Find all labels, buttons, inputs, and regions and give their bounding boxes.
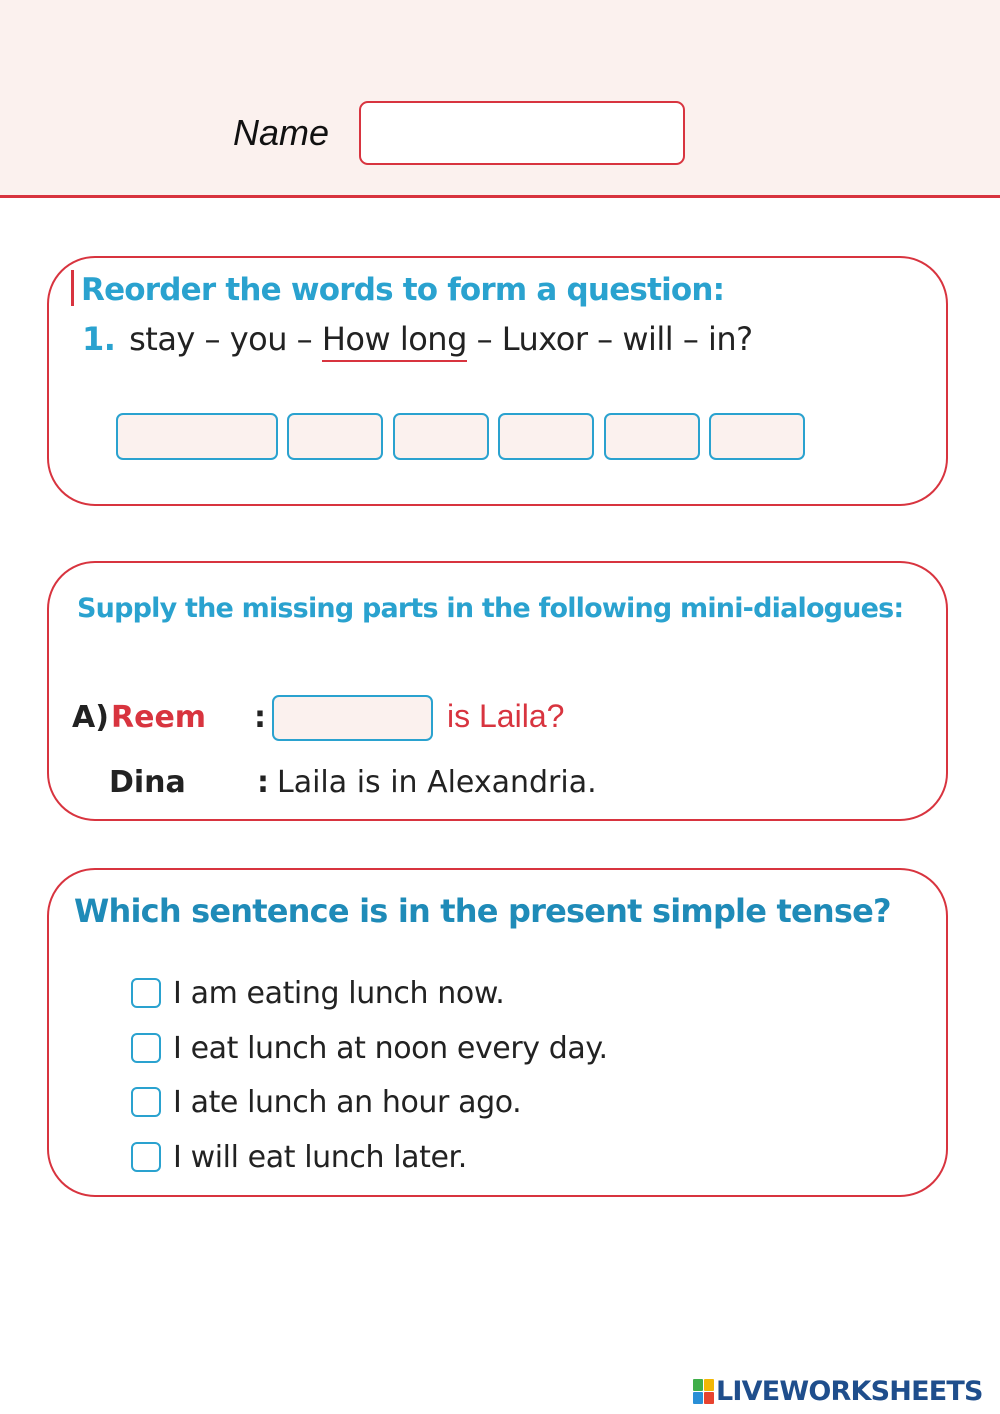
name-input[interactable]: [359, 101, 685, 165]
question-number: 1.: [82, 320, 116, 358]
heading-marker: [71, 270, 74, 306]
dina-reply: Laila is in Alexandria.: [277, 765, 597, 800]
checkbox[interactable]: [131, 1033, 161, 1063]
question-suffix: – Luxor – will – in?: [466, 320, 753, 358]
tense-title: Which sentence is in the present simple tense?: [74, 892, 891, 930]
answer-slot-3[interactable]: [393, 413, 489, 460]
brand-name: LIVEWORKSHEETS: [716, 1375, 983, 1407]
tense-panel: [47, 868, 948, 1197]
question-prefix: stay – you –: [129, 320, 322, 358]
answer-slot-2[interactable]: [287, 413, 383, 460]
reorder-panel: [47, 256, 948, 506]
answer-slot-5[interactable]: [604, 413, 700, 460]
checkbox[interactable]: [131, 1087, 161, 1117]
speaker-reem: Reem: [111, 700, 207, 735]
dialogue-title: Supply the missing parts in the following mini-dialogues:: [77, 593, 904, 624]
dialogue-panel: [47, 561, 948, 821]
reem-line-tail: is Laila?: [447, 698, 565, 734]
dialogue-label-a: A): [72, 700, 109, 735]
name-label: Name: [233, 112, 330, 153]
header-band: [0, 0, 1000, 198]
speaker-colon: :: [257, 765, 269, 800]
option-4[interactable]: [131, 1140, 467, 1174]
option-text: I eat lunch at noon every day.: [173, 1030, 608, 1066]
answer-slot-4[interactable]: [498, 413, 594, 460]
speaker-dina: Dina: [109, 765, 186, 800]
liveworksheets-logo-icon: [693, 1379, 713, 1403]
option-text: I am eating lunch now.: [173, 975, 505, 1011]
option-text: I ate lunch an hour ago.: [173, 1084, 522, 1120]
missing-word-input[interactable]: [272, 695, 433, 741]
speaker-colon: :: [254, 700, 266, 735]
option-1[interactable]: [131, 976, 504, 1010]
reorder-question: [82, 320, 753, 358]
answer-slot-1[interactable]: [116, 413, 278, 460]
brand: [693, 1374, 983, 1408]
checkbox[interactable]: [131, 978, 161, 1008]
option-2[interactable]: [131, 1031, 608, 1065]
answer-slot-6[interactable]: [709, 413, 805, 460]
question-underlined: How long: [322, 320, 467, 362]
reorder-title: Reorder the words to form a question:: [81, 272, 725, 308]
checkbox[interactable]: [131, 1142, 161, 1172]
option-text: I will eat lunch later.: [173, 1139, 467, 1175]
option-3[interactable]: [131, 1085, 521, 1119]
